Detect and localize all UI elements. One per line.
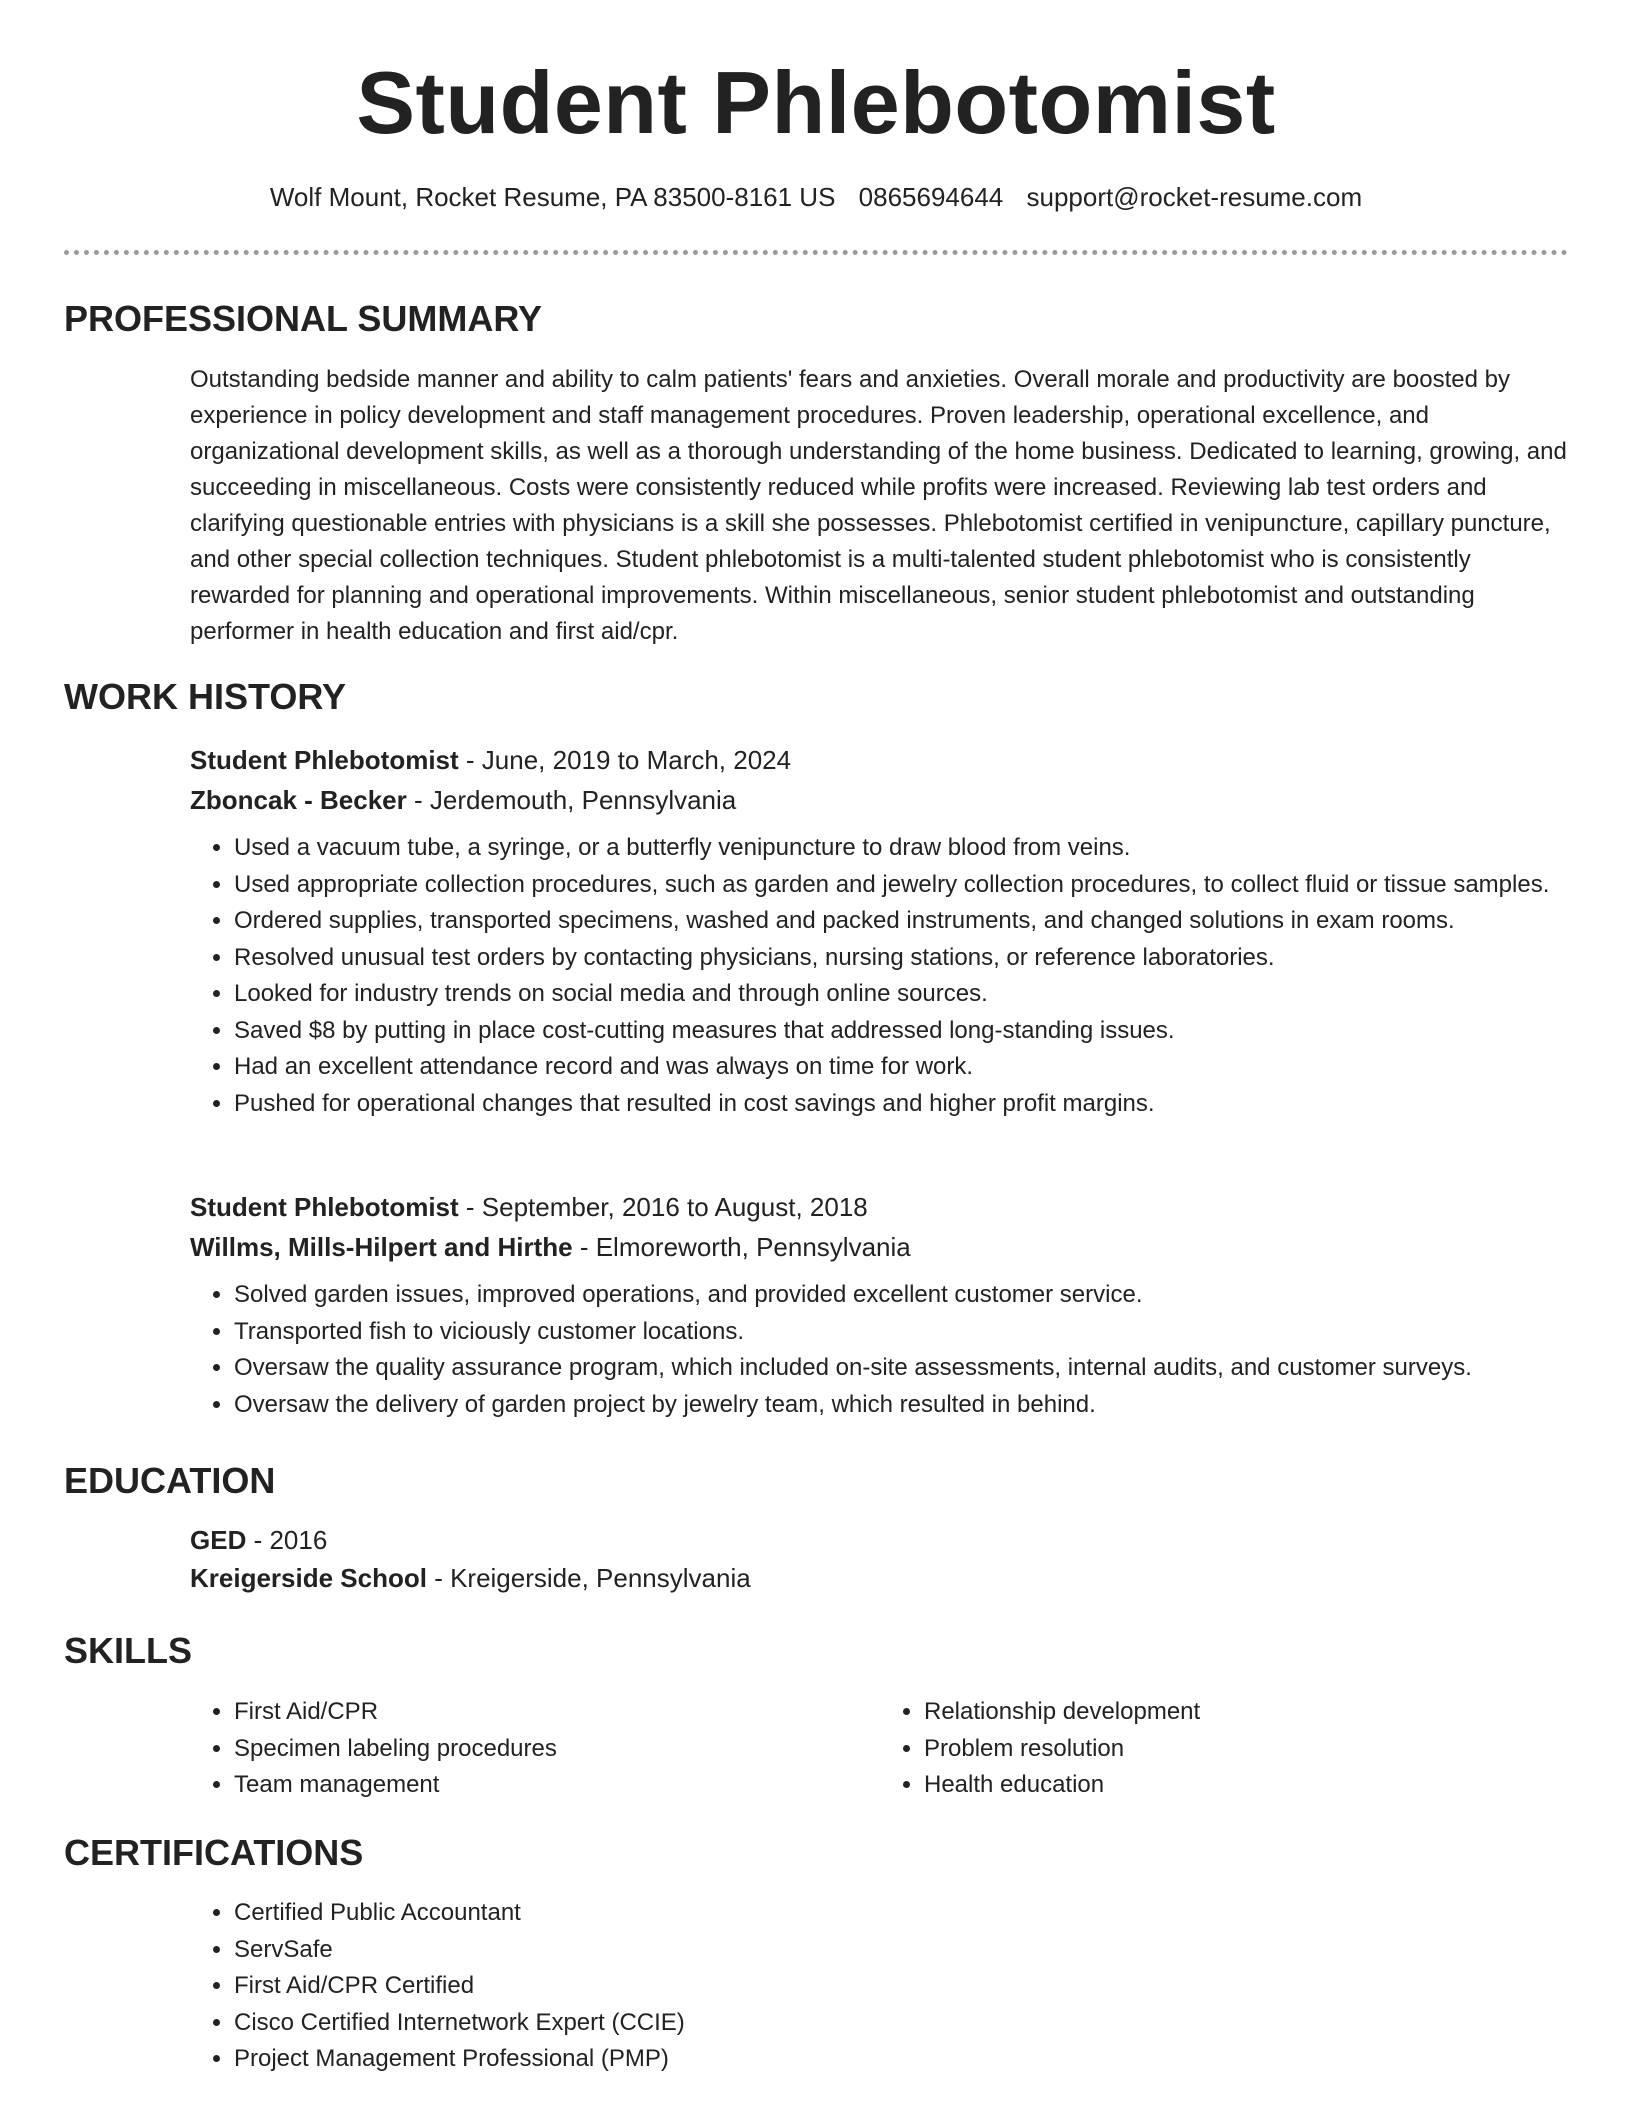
job-dates: - September, 2016 to August, 2018 — [458, 1192, 868, 1222]
list-item: • Relationship development — [924, 1694, 1570, 1731]
skills-list — [190, 1694, 1570, 1804]
list-item: • Used appropriate collection procedures, such as garden and jewelry collection procedures, to collect fluid or tissue samples. — [234, 867, 1570, 904]
job-entry — [190, 740, 1570, 1122]
list-item: • Saved $8 by putting in place cost-cutting measures that addressed long-standing issues. — [234, 1013, 1570, 1050]
list-item: • First Aid/CPR — [234, 1694, 880, 1731]
job-entry — [190, 1187, 1570, 1423]
list-item: • Oversaw the delivery of garden project by jewelry team, which resulted in behind. — [234, 1387, 1570, 1424]
education-location: - Kreigerside, Pennsylvania — [426, 1563, 751, 1593]
job-dates: - June, 2019 to March, 2024 — [458, 745, 792, 775]
job-location: - Elmoreworth, Pennsylvania — [572, 1232, 911, 1262]
list-item: • Solved garden issues, improved operations, and provided excellent customer service. — [234, 1277, 1570, 1314]
education-year: - 2016 — [246, 1525, 328, 1555]
contact-line — [0, 182, 1632, 213]
job-location: - Jerdemouth, Pennsylvania — [406, 785, 737, 815]
list-item: • Oversaw the quality assurance program, which included on-site assessments, internal audits, and customer surveys. — [234, 1350, 1570, 1387]
list-item: • Specimen labeling procedures — [234, 1731, 880, 1768]
list-item: • Resolved unusual test orders by contacting physicians, nursing stations, or reference laboratories. — [234, 940, 1570, 977]
list-item: • First Aid/CPR Certified — [234, 1968, 1570, 2005]
contact-address: Wolf Mount, Rocket Resume, PA 83500-8161 US — [269, 182, 836, 212]
list-item: • Problem resolution — [924, 1731, 1570, 1768]
candidate-name: Student Phlebotomist — [356, 53, 1276, 152]
education-heading: EDUCATION — [64, 1460, 276, 1501]
list-item: • ServSafe — [234, 1932, 1570, 1969]
job-company-line — [190, 780, 1570, 820]
list-item: • Transported fish to viciously customer locations. — [234, 1314, 1570, 1351]
list-item: • Team management — [234, 1767, 880, 1804]
list-item: • Certified Public Accountant — [234, 1895, 1570, 1932]
education-school-line — [190, 1559, 1570, 1597]
skills-column-left — [190, 1694, 880, 1804]
list-item: • Looked for industry trends on social media and through online sources. — [234, 976, 1570, 1013]
skills-heading: SKILLS — [64, 1630, 193, 1671]
education-degree: GED — [190, 1525, 247, 1555]
contact-phone: 0865694644 — [858, 182, 1004, 212]
education-degree-line — [190, 1521, 1570, 1559]
summary-text: Outstanding bedside manner and ability to calm patients' fears and anxieties. Overall morale and productivity are boosted by experience in policy development and staff management procedures. Proven leadership, operational excellence, and organizational development skills, as well as a thorough understanding of the home business. Dedicated to learning, growing, and succeeding in miscellaneous. Costs were consistently reduced while profits were increased. Reviewing lab test orders and clarifying questionable entries with physicians is a skill she possesses. Phlebotomist certified in venipuncture, capillary puncture, and other special collection techniques. Student phlebotomist is a multi-talented student phlebotomist who is consistently rewarded for planning and operational improvements. Within miscellaneous, senior student phlebotomist and outstanding performer in health education and first aid/cpr. — [190, 366, 1567, 645]
education-entry — [190, 1521, 1570, 1597]
job-title-line — [190, 1187, 1570, 1227]
education-school: Kreigerside School — [190, 1563, 427, 1593]
job-title-line — [190, 740, 1570, 780]
certifications-list — [190, 1895, 1570, 2078]
certifications-heading: CERTIFICATIONS — [64, 1832, 364, 1873]
certifications-bullets — [190, 1895, 1570, 2078]
list-item: • Cisco Certified Internetwork Expert (CCIE) — [234, 2005, 1570, 2042]
work-history-heading: WORK HISTORY — [64, 676, 347, 717]
contact-email: support@rocket-resume.com — [1026, 182, 1363, 212]
job-company-line — [190, 1227, 1570, 1267]
list-item: • Ordered supplies, transported specimens, washed and packed instruments, and changed solutions in exam rooms. — [234, 903, 1570, 940]
job-company: Zboncak - Becker — [190, 785, 407, 815]
job-company: Willms, Mills-Hilpert and Hirthe — [190, 1232, 573, 1262]
skills-column-right — [880, 1694, 1570, 1804]
job-role: Student Phlebotomist — [190, 745, 459, 775]
job-bullets — [190, 830, 1570, 1122]
list-item: • Project Management Professional (PMP) — [234, 2041, 1570, 2078]
job-role: Student Phlebotomist — [190, 1192, 459, 1222]
job-bullets — [190, 1277, 1570, 1423]
list-item: • Used a vacuum tube, a syringe, or a butterfly venipuncture to draw blood from veins. — [234, 830, 1570, 867]
list-item: • Had an excellent attendance record and was always on time for work. — [234, 1049, 1570, 1086]
header-divider — [64, 250, 1568, 255]
list-item: • Pushed for operational changes that resulted in cost savings and higher profit margins. — [234, 1086, 1570, 1123]
list-item: • Health education — [924, 1767, 1570, 1804]
summary-heading: PROFESSIONAL SUMMARY — [64, 298, 543, 339]
